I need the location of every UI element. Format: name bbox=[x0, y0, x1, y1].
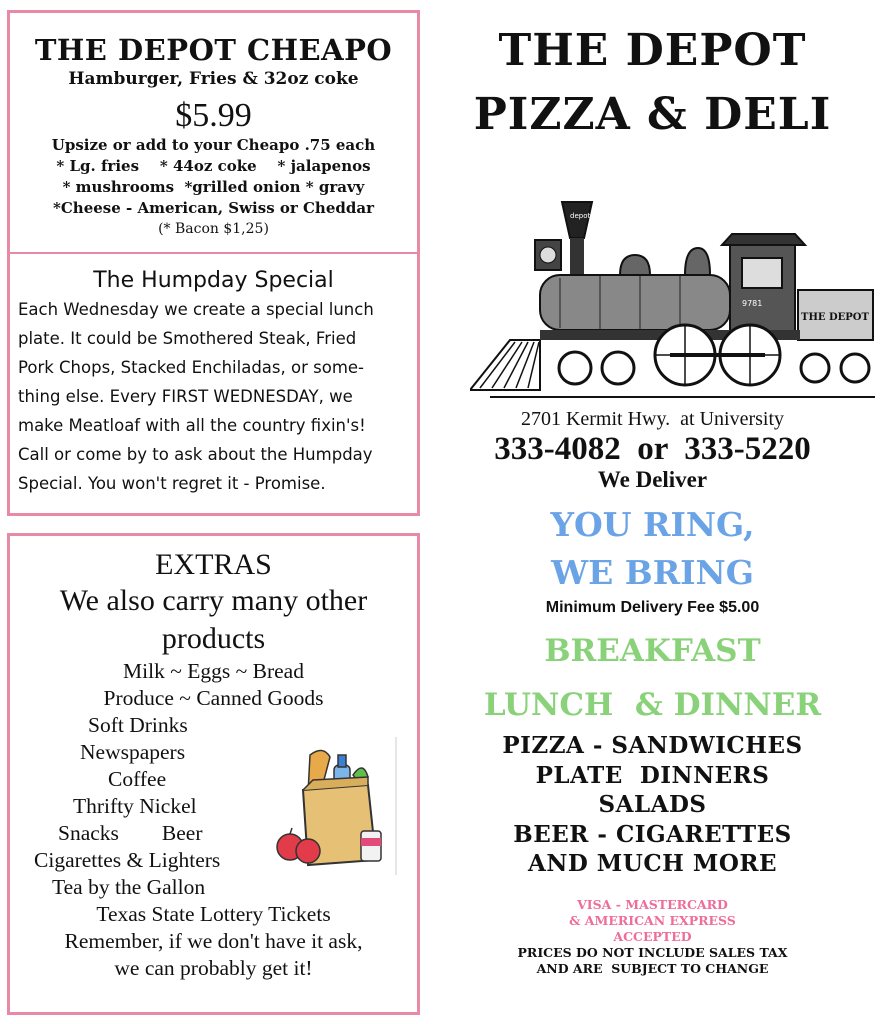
menu-item: SALADS bbox=[598, 791, 707, 818]
extras-item: Produce ~ Canned Goods bbox=[103, 686, 324, 710]
cheapo-box bbox=[7, 10, 420, 255]
humpday-line: Special. You won't regret it - Promise. bbox=[18, 474, 326, 493]
extras-item: we can probably get it! bbox=[114, 956, 313, 980]
humpday-description bbox=[10, 293, 417, 498]
phone-numbers: 333-4082 or 333-5220 bbox=[494, 431, 811, 467]
cheapo-line: * Lg. fries * 44oz coke * jalapenos bbox=[56, 157, 371, 175]
cheapo-line: Upsize or add to your Cheapo .75 each bbox=[51, 136, 376, 154]
grocery-bag-icon bbox=[268, 735, 398, 880]
extras-subtitle: products bbox=[161, 622, 266, 655]
extras-item: Thrifty Nickel bbox=[73, 794, 197, 818]
cheapo-line: * mushrooms *grilled onion * gravy bbox=[62, 178, 365, 196]
extras-item: Coffee bbox=[108, 767, 167, 791]
cheapo-price: $5.99 bbox=[175, 97, 252, 134]
tax-notice: PRICES DO NOT INCLUDE SALES TAX bbox=[517, 944, 788, 960]
slogan-line-1: YOU RING, bbox=[550, 505, 755, 544]
title-line-2: PIZZA & DELI bbox=[473, 89, 832, 140]
humpday-line: Pork Chops, Stacked Enchiladas, or some- bbox=[18, 358, 364, 377]
menu-item: AND MUCH MORE bbox=[527, 850, 778, 877]
menu-item: BEER - CIGARETTES bbox=[513, 820, 792, 848]
extras-item: Snacks Beer bbox=[58, 821, 203, 845]
tender-label: THE DEPOT bbox=[801, 312, 869, 323]
humpday-line: thing else. Every FIRST WEDNESDAY, we bbox=[18, 387, 353, 406]
train-number: 9781 bbox=[742, 299, 763, 308]
slogan-line-2: WE BRING bbox=[551, 553, 754, 592]
contact-info bbox=[430, 408, 875, 977]
extras-item: Milk ~ Eggs ~ Bread bbox=[123, 659, 304, 683]
humpday-line: plate. It could be Smothered Steak, Fried bbox=[18, 329, 357, 348]
address: 2701 Kermit Hwy. at University bbox=[520, 408, 785, 430]
payment-info bbox=[430, 897, 875, 977]
extras-item: Cigarettes & Lighters bbox=[34, 848, 221, 872]
we-deliver: We Deliver bbox=[597, 467, 708, 492]
stack-label: depot bbox=[570, 212, 591, 220]
cheapo-bacon-note: (* Bacon $1,25) bbox=[158, 221, 269, 237]
humpday-line: make Meatloaf with all the country fixin's! bbox=[18, 416, 366, 435]
payment-line: ACCEPTED bbox=[613, 928, 692, 944]
title-line-1: THE DEPOT bbox=[498, 25, 807, 76]
restaurant-title bbox=[430, 26, 875, 140]
cheapo-line: *Cheese - American, Swiss or Cheddar bbox=[53, 199, 374, 217]
cheapo-subtitle: Hamburger, Fries & 32oz coke bbox=[68, 69, 359, 89]
menu-list bbox=[430, 731, 875, 879]
payment-line: & AMERICAN EXPRESS bbox=[569, 912, 736, 928]
humpday-line: Call or come by to ask about the Humpday bbox=[18, 445, 373, 464]
humpday-line: Each Wednesday we create a special lunch bbox=[18, 300, 374, 319]
payment-line: VISA - MASTERCARD bbox=[577, 896, 728, 912]
menu-item: PLATE DINNERS bbox=[535, 761, 770, 789]
extras-item: Tea by the Gallon bbox=[52, 875, 206, 899]
extras-item: Newspapers bbox=[80, 740, 186, 764]
locomotive-icon bbox=[470, 190, 875, 400]
extras-item: Soft Drinks bbox=[88, 713, 188, 737]
extras-subtitle: We also carry many other bbox=[59, 584, 368, 617]
humpday-box bbox=[7, 252, 420, 516]
breakfast-heading: BREAKFAST bbox=[544, 633, 761, 669]
cheapo-title: THE DEPOT CHEAPO bbox=[34, 33, 393, 67]
extras-title: EXTRAS bbox=[155, 548, 272, 581]
tax-notice: AND ARE SUBJECT TO CHANGE bbox=[536, 960, 769, 976]
extras-item: Texas State Lottery Tickets bbox=[96, 902, 331, 926]
humpday-title: The Humpday Special bbox=[93, 268, 334, 293]
extras-item: Remember, if we don't have it ask, bbox=[64, 929, 363, 953]
lunch-dinner-heading: LUNCH & DINNER bbox=[483, 687, 822, 723]
menu-item: PIZZA - SANDWICHES bbox=[502, 732, 803, 759]
min-delivery-fee: Minimum Delivery Fee $5.00 bbox=[545, 599, 760, 616]
